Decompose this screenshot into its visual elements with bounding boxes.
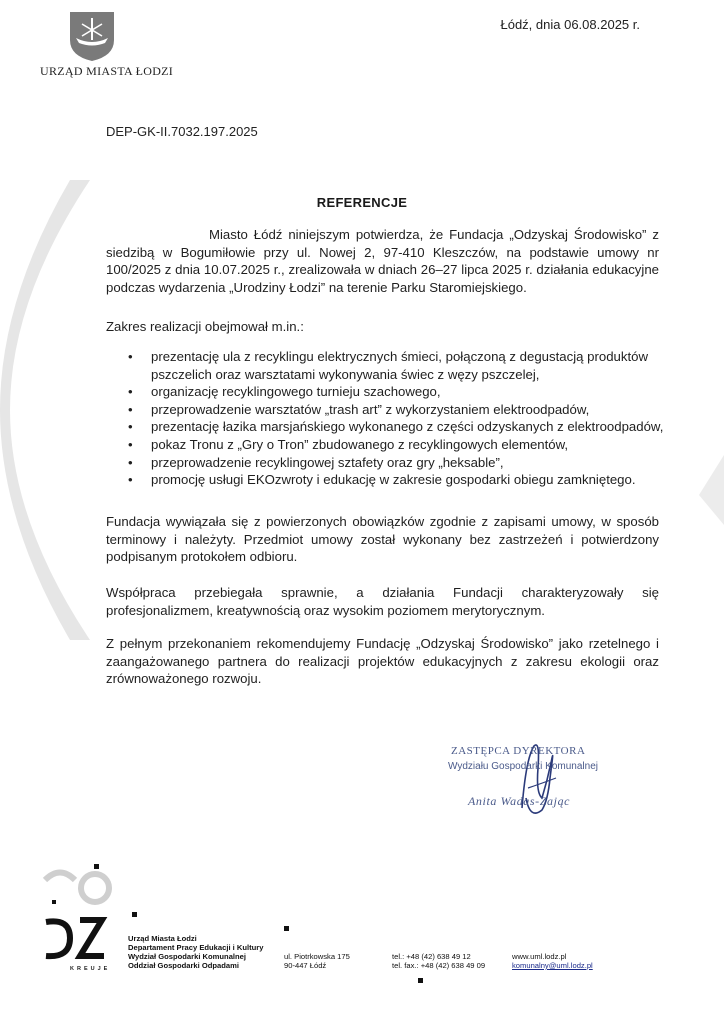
- scope-list: [128, 348, 668, 489]
- city-crest-logo: [68, 10, 116, 62]
- watermark-arc: [0, 180, 90, 640]
- footer-website-link[interactable]: www.uml.lodz.pl: [512, 952, 567, 961]
- document-title: REFERENCJE: [316, 195, 408, 210]
- footer-office: Urząd Miasta Łodzi: [128, 934, 197, 943]
- footer-office-block: [128, 934, 263, 970]
- kreuje-logo: [40, 860, 115, 975]
- footer-division: Wydział Gospodarki Komunalnej: [128, 952, 247, 961]
- list-item: • prezentację ula z recyklingu elektrycznych śmieci, połączoną z degustacją produktów pszczelich oraz warsztatami wykonywania świec z węzy pszczelej,: [128, 348, 668, 383]
- org-name: URZĄD MIASTA ŁODZI: [40, 64, 174, 78]
- list-item: • pokaz Tronu z „Gry o Tron” zbudowanego z recyklingowych elementów,: [128, 436, 668, 454]
- paragraph-recommendation: Z pełnym przekonaniem rekomendujemy Fundację „Odzyskaj Środowisko” jako rzetelnego i zaangażowanego partnera do realizacji projektów edukacyjnych z zakresu ekologii oraz zrównoważonego rozwoju.: [106, 636, 659, 687]
- paragraph-intro: Miasto Łódź niniejszym potwierdza, że Fundacja „Odzyskaj Środowisko” z siedzibą w Bogumiłowie przy ul. Nowej 2, 97-410 Kleszczów, na podstawie umowy nr 100/2025 z dnia 10.07.2025 r., zrealizowała w dniach 26–27 lipca 2025 r. działania edukacyjne podczas wydarzenia „Urodziny Łodzi” na terenie Parku Staromiejskiego.: [106, 227, 659, 295]
- stamp-title: ZASTĘPCA DYREKTORA: [451, 745, 586, 757]
- scope-heading: Zakres realizacji obejmował m.in.:: [106, 319, 304, 334]
- paragraph-fulfilment: Fundacja wywiązała się z powierzonych obowiązków zgodnie z zapisami umowy, w sposób terminowy i należyty. Przedmiot umowy został wykonany bez zastrzeżeń i potwierdzony podpisanym protokołem odbioru.: [106, 514, 659, 565]
- list-item: • przeprowadzenie recyklingowej sztafety oraz gry „heksable”,: [128, 454, 668, 472]
- stamp-name: Anita Wadas-Zając: [468, 794, 571, 808]
- decor-dot: [94, 864, 99, 869]
- footer-fax: tel. fax.: +48 (42) 638 49 09: [392, 961, 486, 970]
- footer-address: [284, 952, 350, 970]
- stamp-division: Wydziału Gospodarki Komunalnej: [448, 761, 598, 772]
- footer-street: ul. Piotrkowska 175: [284, 952, 350, 961]
- reference-number: DEP-GK-II.7032.197.2025: [106, 124, 258, 139]
- watermark-edge: [694, 455, 724, 525]
- list-item: • przeprowadzenie warsztatów „trash art” z wykorzystaniem elektroodpadów,: [128, 401, 668, 419]
- footer-phone: tel.: +48 (42) 638 49 12: [392, 952, 471, 961]
- footer-email-link[interactable]: komunalny@uml.lodz.pl: [512, 961, 593, 970]
- decor-dot: [284, 926, 289, 931]
- footer-department: Departament Pracy Edukacji i Kultury: [128, 943, 264, 952]
- list-item: • prezentację łazika marsjańskiego wykonanego z części odzyskanych z elektroodpadów,: [128, 418, 668, 436]
- decor-dot: [418, 978, 423, 983]
- footer-contact: [392, 952, 485, 970]
- list-item: • promocję usługi EKOzwroty i edukację w zakresie gospodarki obiegu zamkniętego.: [128, 471, 668, 489]
- decor-dot: [132, 912, 137, 917]
- city-date: Łódź, dnia 06.08.2025 r.: [500, 17, 640, 32]
- footer-section: Oddział Gospodarki Odpadami: [128, 961, 239, 970]
- kreuje-logo-text: KREUJE: [70, 966, 111, 972]
- footer-postcode: 90-447 Łódź: [284, 961, 327, 970]
- paragraph-cooperation: Współpraca przebiegała sprawnie, a działania Fundacji charakteryzowały się profesjonalizmem, kreatywnością oraz wysokim poziomem merytorycznym.: [106, 585, 659, 618]
- footer-web: [512, 952, 593, 970]
- list-item: • organizację recyklingowego turnieju szachowego,: [128, 383, 668, 401]
